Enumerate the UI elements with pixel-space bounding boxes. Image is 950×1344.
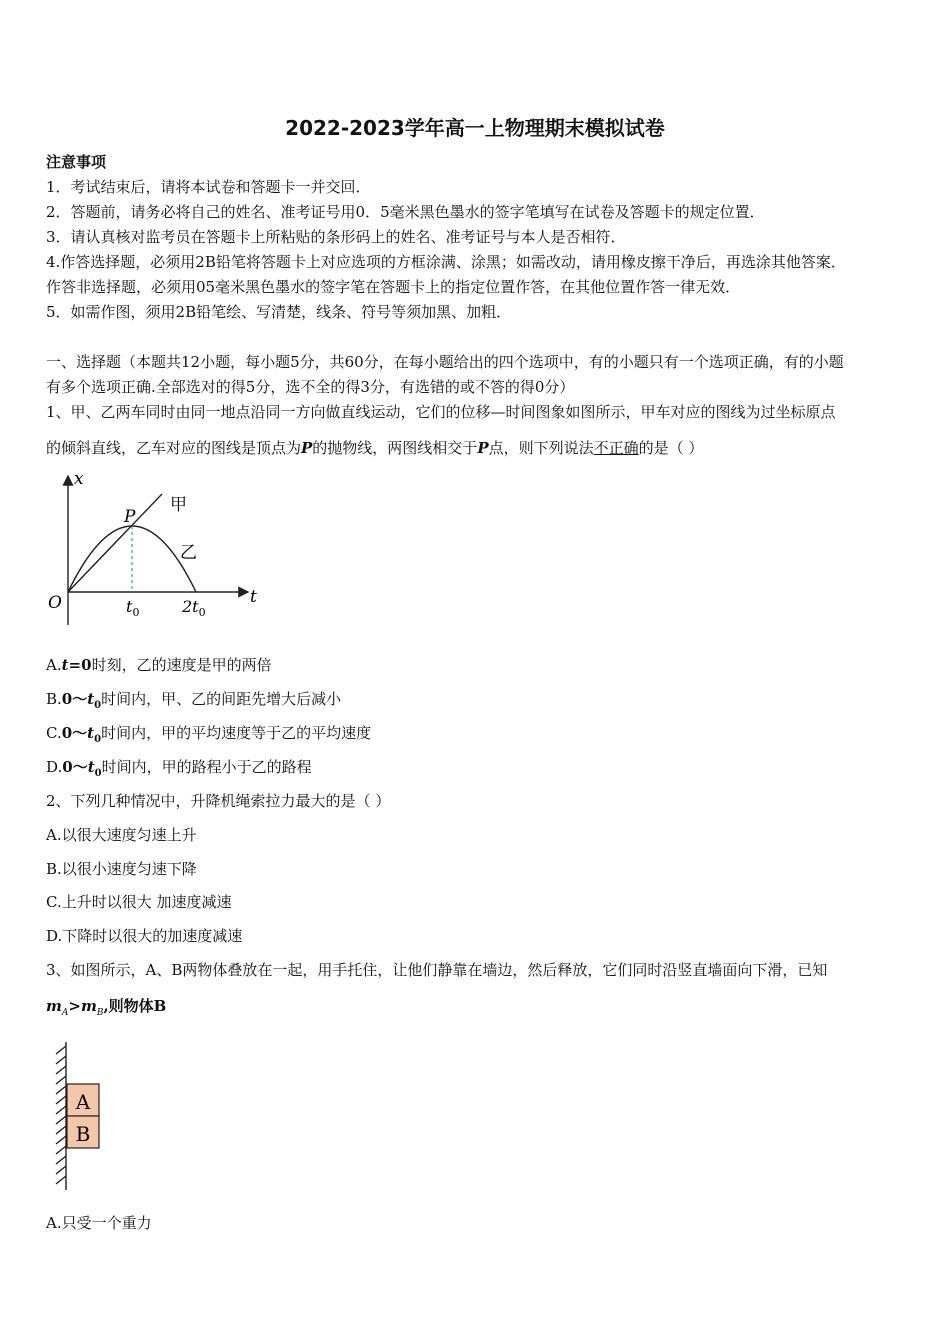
q1-point-p-2: P [477,439,489,457]
block-a-label: A [75,1090,91,1114]
tick-2t0-label: $2t_0$ [182,597,206,619]
q3-stem-line-1: 3、如图所示，A、B两物体叠放在一起，用手托住，让他们静靠在墙边，然后释放，它们同时沿竖直墙面向下滑，已知 [46,961,828,979]
section-intro-line-1: 一、选择题（本题共12小题，每小题5分，共60分，在每小题给出的四个选项中，有的小题只有一个选项正确，有的小题 [46,353,844,371]
line-yi-label: 乙 [180,543,197,563]
q2-option-a: A.以很大速度匀速上升 [46,826,197,844]
q1-stem-line-1: 1、甲、乙两车同时由同一地点沿同一方向做直线运动，它们的位移—时间图象如图所示，甲车对应的图线为过坐标原点 [46,403,836,421]
section-intro-line-2: 有多个选项正确.全部选对的得5分，选不全的得3分，有选错的或不答的得0分） [46,378,575,396]
q2-option-c: C.上升时以很大 加速度减速 [46,893,232,911]
notice-item-3: 3．请认真核对监考员在答题卡上所粘贴的条形码上的姓名、准考证号与本人是否相符． [46,228,626,246]
q1-xt-graph [40,470,270,630]
q1-stem-part-b: 的抛物线，两图线相交于 [312,439,478,457]
q1-underlined-word: 不正确 [593,439,639,457]
y-axis-label: x [74,470,84,489]
notice-item-6: 5．如需作图，须用2B铅笔绘、写清楚，线条、符号等须加黑、加粗． [46,303,512,321]
notice-heading: 注意事项 [46,153,107,171]
notice-item-1: 1．考试结束后，请将本试卷和答题卡一并交回． [46,178,371,196]
origin-label: O [48,593,62,613]
q1-stem-part-c: 点，则下列说法 [488,439,594,457]
page-title: 2022-2023学年高一上物理期末模拟试卷 [285,116,665,140]
block-b-label: B [75,1122,91,1146]
q3-option-a: A.只受一个重力 [46,1214,152,1232]
q1-stem-part-d: 的是（ ） [638,439,704,457]
q3-wall-figure [50,1038,130,1198]
q2-option-b: B.以很小速度匀速下降 [46,860,197,878]
notice-item-5: 作答非选择题，必须用05毫米黑色墨水的签字笔在答题卡上的指定位置作答，在其他位置作答一律无效． [46,278,741,296]
q1-option-b: $B.0\sim t_0$时间内，甲、乙的间距先增大后减小 [46,690,342,711]
q1-point-p-1: P [301,439,313,457]
q2-stem: 2、下列几种情况中，升降机绳索拉力最大的是（ ） [46,792,391,810]
notice-item-2: 2．答题前，请务必将自己的姓名、准考证号用0．5毫米黑色墨水的签字笔填写在试卷及答题卡的规定位置． [46,203,765,221]
line-jia-label: 甲 [170,495,187,515]
q1-option-c: $C.0\sim t_0$时间内，甲的平均速度等于乙的平均速度 [46,724,372,745]
tick-t0-label: $t_0$ [126,597,140,619]
notice-item-4: 4.作答选择题，必须用2B铅笔将答题卡上对应选项的方框涂满、涂黑；如需改动，请用橡皮擦干净后，再选涂其他答案． [46,253,846,271]
q1-option-d: $D.0\sim t_0$时间内，甲的路程小于乙的路程 [46,758,312,779]
q1-stem-part-a: 的倾斜直线，乙车对应的图线是顶点为 [46,439,302,457]
q1-option-a: A.t=0时刻，乙的速度是甲的两倍 [46,656,272,674]
line-jia [68,494,162,592]
q1-stem-line-2 [46,438,916,458]
point-p-label: P [124,507,136,527]
x-axis-label: t [250,587,257,607]
wall-hatching [56,1042,66,1190]
q2-option-d: D.下降时以很大的加速度减速 [46,927,243,945]
q3-stem-line-2: $m_A>m_B$,则物体B [46,997,167,1018]
